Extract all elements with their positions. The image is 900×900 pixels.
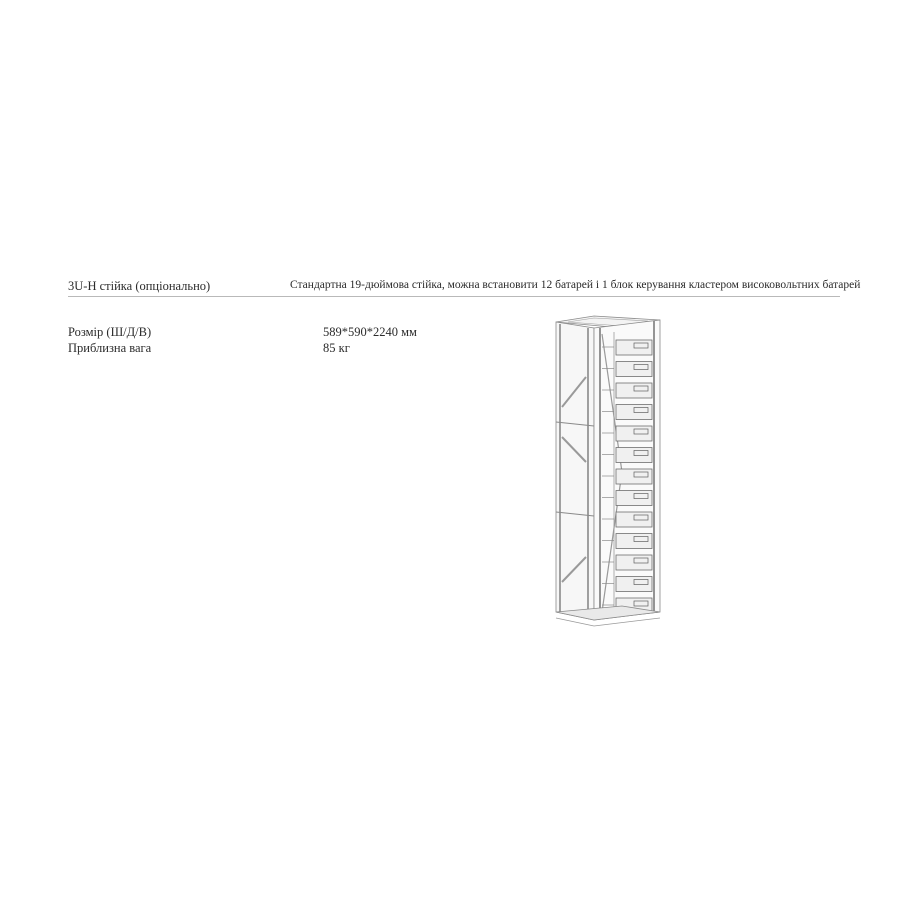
spec-row-size — [68, 325, 468, 341]
header-divider — [68, 296, 840, 297]
spec-label: Розмір (Ш/Д/В) — [68, 325, 152, 339]
spec-value: 85 кг — [323, 341, 350, 355]
spec-label: Приблизна вага — [68, 341, 152, 355]
spec-value: 589*590*2240 мм — [323, 325, 417, 339]
spec-table — [68, 325, 468, 357]
spec-row-weight — [68, 341, 468, 357]
battery-rack-drawing-icon — [548, 312, 668, 628]
product-description: Стандартна 19-дюймова стійка, можна встановити 12 батарей і 1 блок керування кластером високовольтних батарей — [290, 279, 861, 291]
battery-rack-illustration — [548, 312, 668, 628]
product-title: 3U-H стійка (опціонально) — [68, 279, 211, 293]
product-header — [68, 279, 861, 299]
